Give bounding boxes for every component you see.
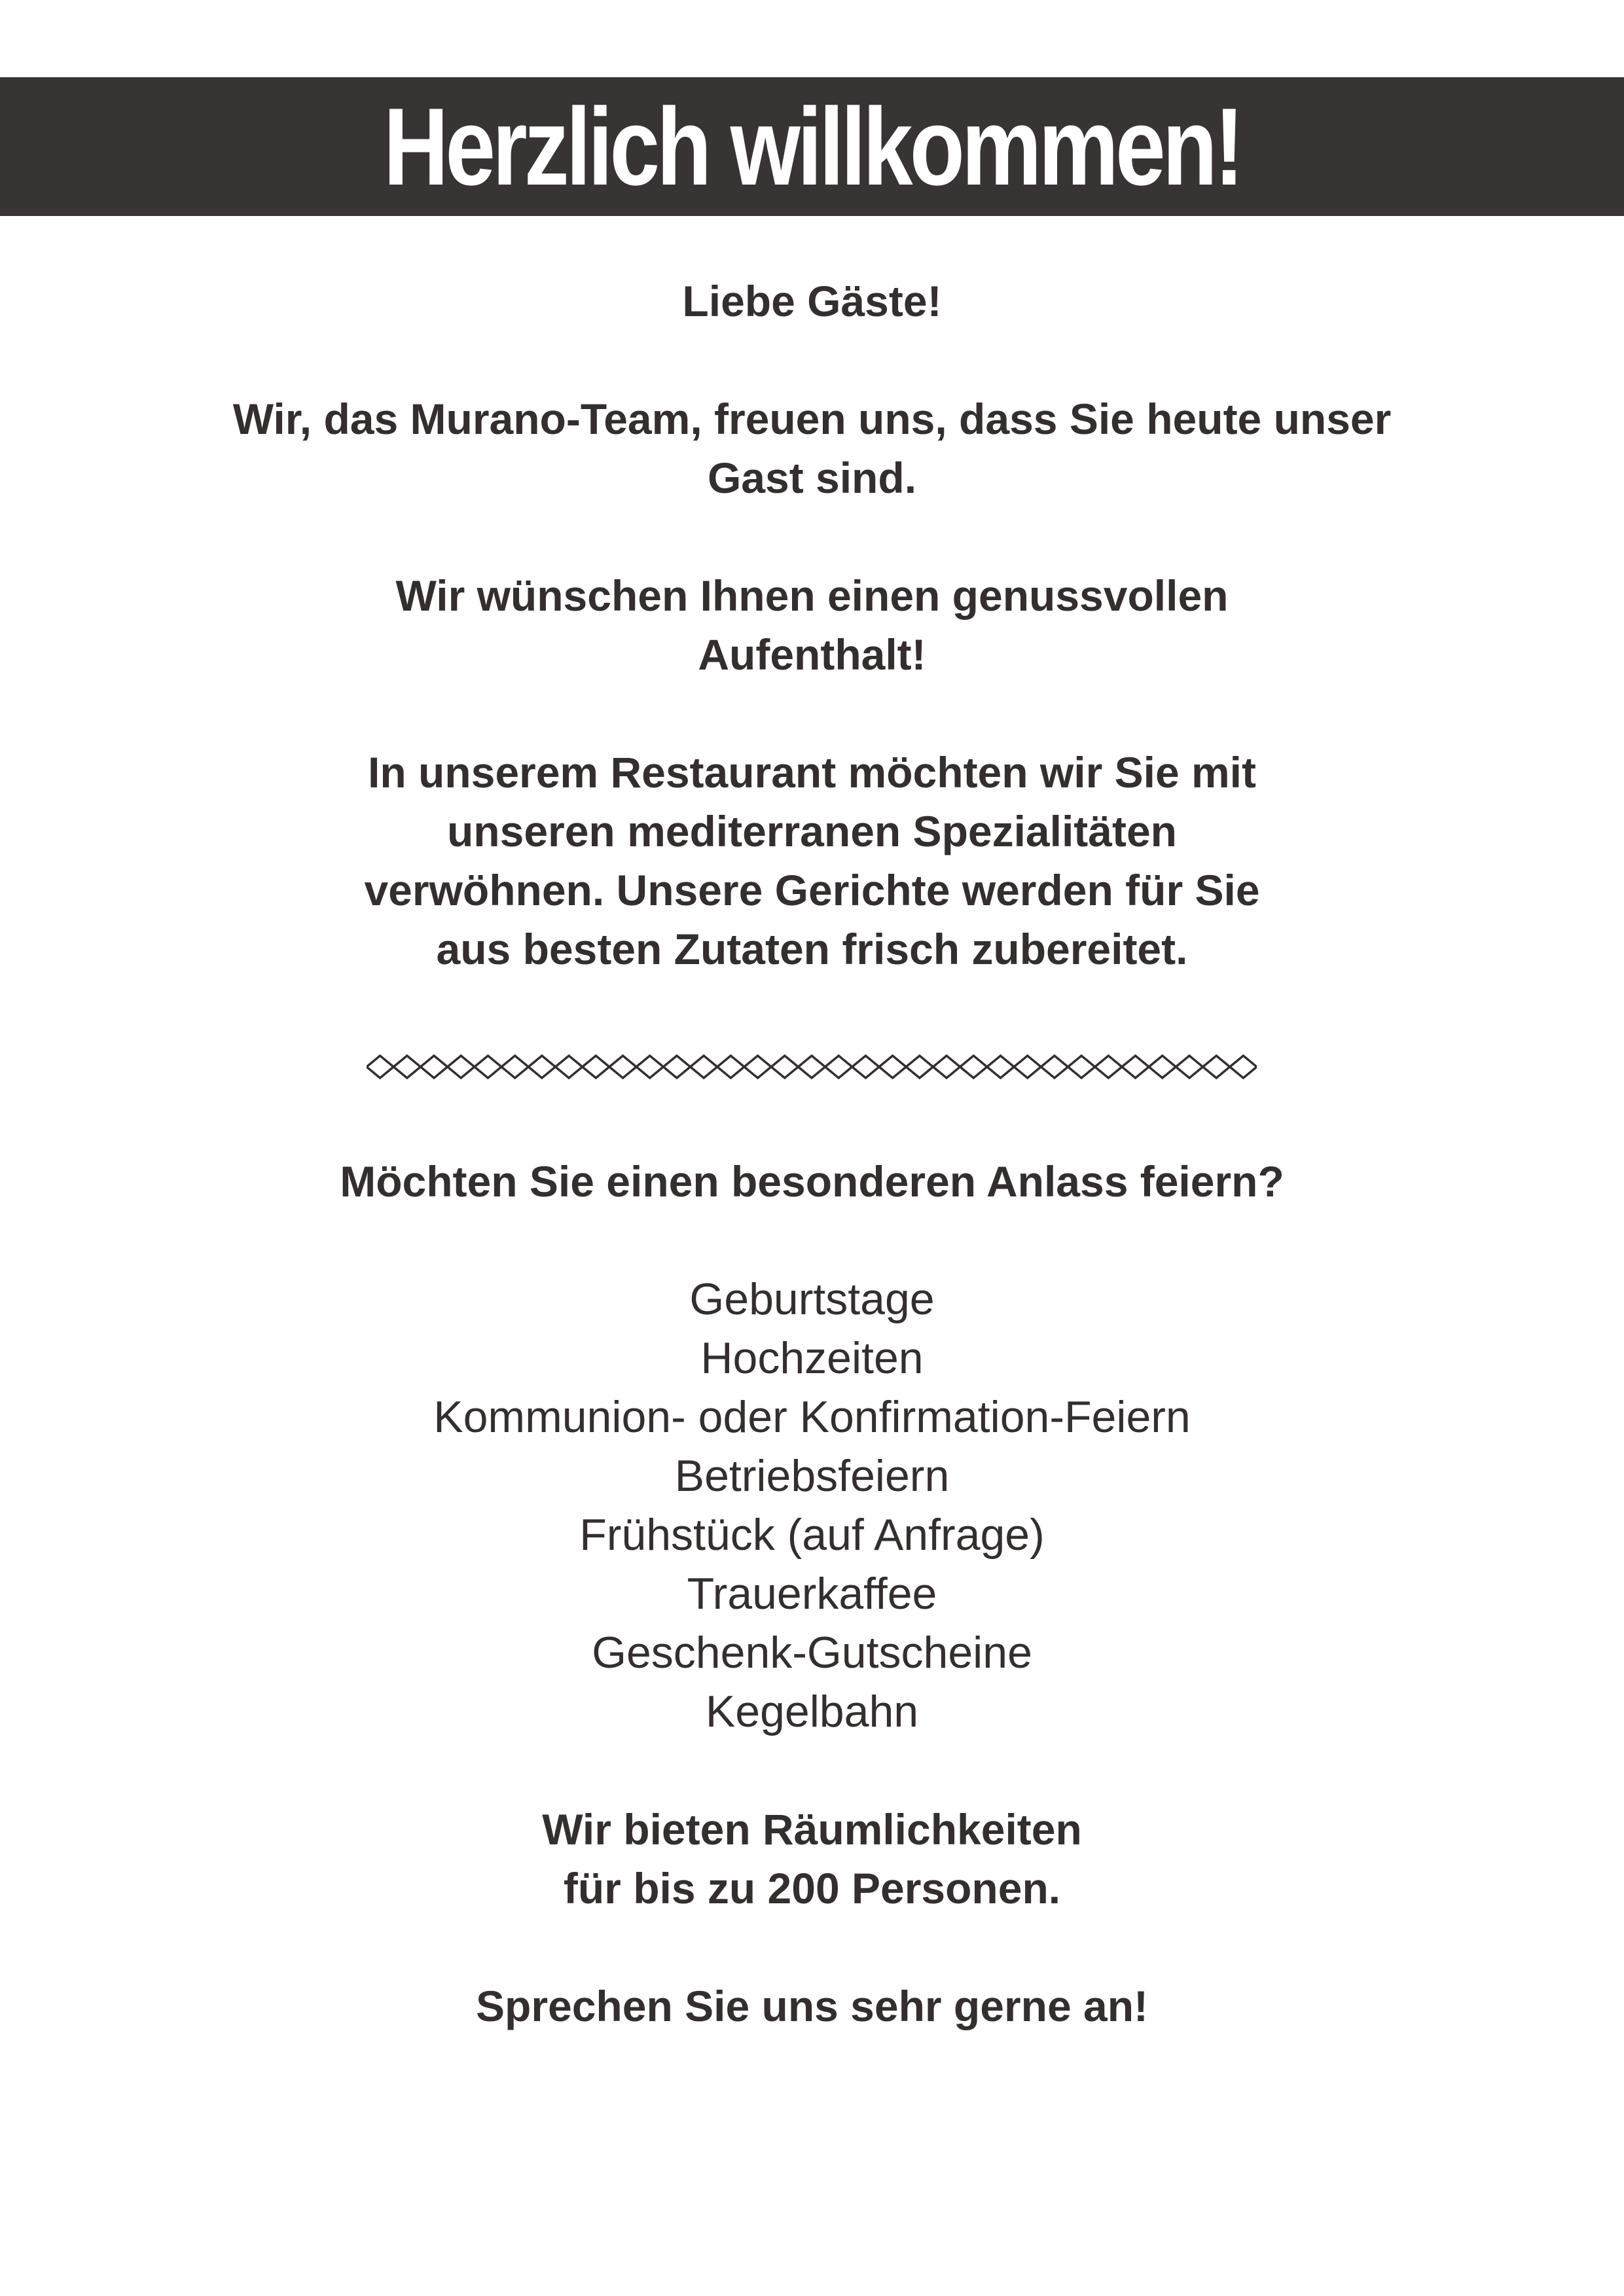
- diamond-ornament: [744, 1056, 771, 1078]
- greeting-text: Liebe Gäste!: [682, 277, 942, 325]
- diamond-ornament: [1176, 1056, 1202, 1078]
- diamond-ornament: [1014, 1056, 1041, 1078]
- diamond-ornament: [1041, 1056, 1068, 1078]
- diamond-ornament: [771, 1056, 798, 1078]
- event-item: Geburtstage: [689, 1274, 935, 1324]
- diamond-ornament: [1068, 1056, 1095, 1078]
- diamond-ornament: [691, 1056, 717, 1078]
- diamond-ornament: [987, 1056, 1014, 1078]
- diamond-ornament: [393, 1056, 420, 1078]
- diamond-ornament: [1095, 1056, 1122, 1078]
- diamond-ornament: [636, 1056, 663, 1078]
- restaurant-text-line-1: In unserem Restaurant möchten wir Sie mit: [368, 748, 1256, 797]
- wish-text-line-1: Wir wünschen Ihnen einen genussvollen: [395, 571, 1229, 620]
- diamond-ornament: [555, 1056, 582, 1078]
- closing-text: Sprechen Sie uns sehr gerne an!: [476, 1982, 1148, 2030]
- restaurant-text-line-3: verwöhnen. Unsere Gerichte werden für Sie: [364, 866, 1260, 914]
- events-heading: Möchten Sie einen besonderen Anlass feiern?: [340, 1157, 1284, 1206]
- welcome-text-line-1: Wir, das Murano-Team, freuen uns, dass Sie heute unser: [232, 395, 1392, 443]
- diamond-ornament: [825, 1056, 852, 1078]
- diamond-ornament: [663, 1056, 690, 1078]
- diamond-ornament: [933, 1056, 960, 1078]
- capacity-text-line-2: für bis zu 200 Personen.: [563, 1864, 1061, 1912]
- restaurant-text-line-2: unseren mediterranen Spezialitäten: [446, 807, 1177, 855]
- event-item: Geschenk-Gutscheine: [592, 1628, 1032, 1677]
- diamond-ornament: [583, 1056, 609, 1078]
- diamond-ornament: [852, 1056, 879, 1078]
- event-item: Hochzeiten: [700, 1333, 924, 1383]
- diamond-ornament: [906, 1056, 933, 1078]
- header-bar: [0, 77, 1624, 216]
- page-title: Herzlich willkommen!: [383, 85, 1241, 208]
- diamond-ornament: [1149, 1056, 1176, 1078]
- diamond-ornament: [420, 1056, 447, 1078]
- diamond-ornament: [1230, 1056, 1257, 1078]
- event-item: Frühstück (auf Anfrage): [579, 1510, 1045, 1560]
- diamond-ornament: [475, 1056, 501, 1078]
- event-item: Betriebsfeiern: [674, 1451, 950, 1501]
- event-item: Trauerkaffee: [687, 1569, 937, 1619]
- diamond-ornament: [879, 1056, 906, 1078]
- restaurant-text-line-4: aus besten Zutaten frisch zubereitet.: [436, 925, 1188, 973]
- diamond-ornament: [1203, 1056, 1230, 1078]
- diamond-ornament: [1122, 1056, 1149, 1078]
- diamond-ornament: [448, 1056, 475, 1078]
- diamond-ornament: [717, 1056, 744, 1078]
- diamond-ornament: [367, 1056, 393, 1078]
- event-item: Kommunion- oder Konfirmation-Feiern: [433, 1392, 1191, 1442]
- diamond-ornament: [960, 1056, 987, 1078]
- wish-text-line-2: Aufenthalt!: [698, 630, 926, 679]
- diamond-ornament: [501, 1056, 528, 1078]
- diamond-ornament: [528, 1056, 555, 1078]
- welcome-text-line-2: Gast sind.: [707, 454, 917, 502]
- event-item: Kegelbahn: [705, 1687, 919, 1736]
- capacity-text-line-1: Wir bieten Räumlichkeiten: [542, 1805, 1082, 1854]
- diamond-ornament: [609, 1056, 636, 1078]
- diamond-divider: [367, 1047, 1257, 1086]
- diamond-ornament: [798, 1056, 825, 1078]
